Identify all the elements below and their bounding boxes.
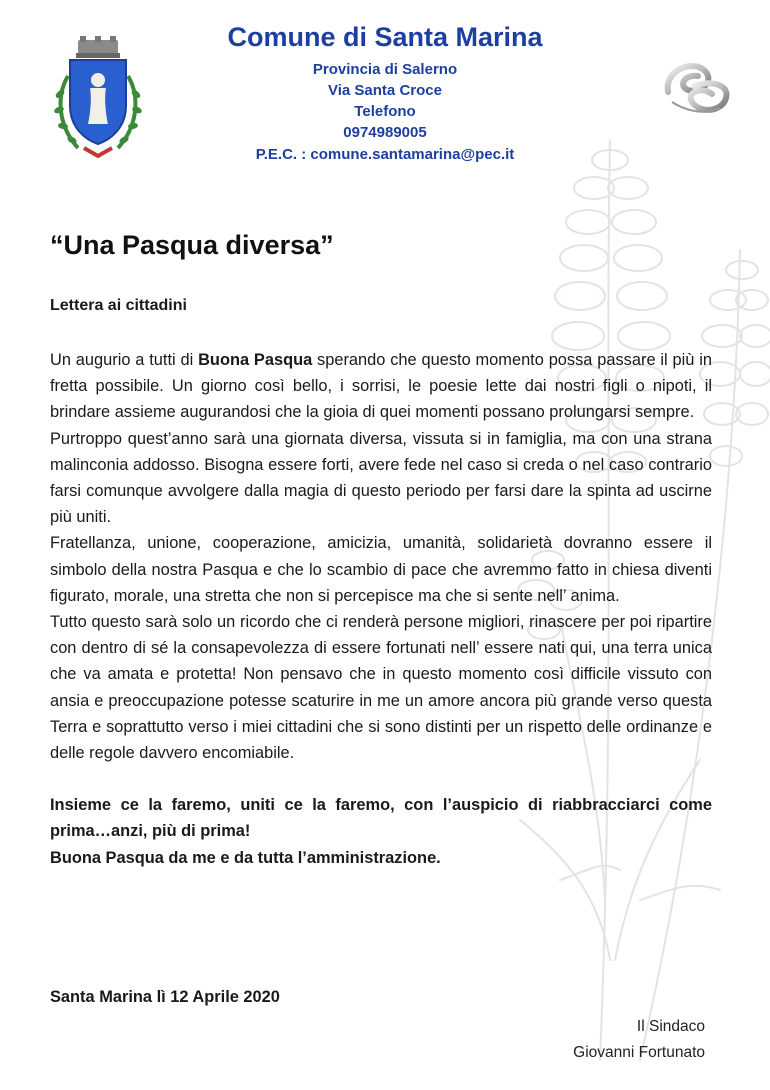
paragraph-1-intro: Un augurio a tutti di bbox=[50, 351, 199, 369]
phone-number: 0974989005 bbox=[343, 124, 427, 141]
letter-title: “Una Pasqua diversa” bbox=[50, 230, 334, 260]
signer-role: Il Sindaco bbox=[636, 1018, 705, 1035]
paragraph-4: Tutto questo sarà solo un ricordo che ci renderà persone migliori, rinascere per poi ripartire con dentro di sé la consapevolezza di essere fortunati nell’ essere nati qui, una terra unica che va amata e protetta! Non pensavo che in questo momento così difficile vissuto con ansia e preoccupazione potesse scaturire in me un amore ancora più grande verso questa Terra e soprattutto verso i miei cittadini che si sono distinti per un rispetto delle ordinanze e delle regole davvero encomiabile. bbox=[50, 613, 712, 763]
closing-line-1: Insieme ce la faremo, uniti ce la faremo, con l’auspicio di riabbracciarci come prima…anzi, più di prima! bbox=[50, 796, 712, 841]
province-line: Provincia di Salerno bbox=[312, 61, 458, 78]
letter-date: Santa Marina lì 12 Aprile 2020 bbox=[50, 988, 280, 1006]
paragraph-1-rest: sperando che questo momento possa passare il più in fretta possibile. Un giorno così bello, i sorrisi, le poesie lette dai nostri figli o nipoti, il brindare assieme augurandosi che la gioia di quei momenti possano prolungarsi sempre. bbox=[50, 351, 712, 422]
letter-paragraphs bbox=[50, 347, 712, 766]
paragraph-2: Purtroppo quest’anno sarà una giornata diversa, vissuta si in famiglia, ma con una strana malinconia addosso. Bisogna essere forti, avere fede nel caso si creda o nel caso contrario farsi comunque avvolgere dalla magia di questo periodo per farsi dare la spinta ad uscirne più uniti. bbox=[50, 429, 712, 527]
signer-name: Giovanni Fortunato bbox=[573, 1044, 705, 1061]
address-line: Via Santa Croce bbox=[328, 82, 442, 99]
paragraph-3: Fratellanza, unione, cooperazione, amicizia, umanità, solidarietà dovranno essere il simbolo della nostra Pasqua e che lo scambio di pace che avremmo fatto in chiesa diventi figurato, morale, una stretta che non si percepisce ma che si sente nell’ anima. bbox=[50, 534, 712, 605]
letterhead bbox=[0, 0, 770, 200]
letter-body bbox=[50, 230, 712, 871]
municipal-crest-icon bbox=[48, 36, 148, 164]
phone-label: Telefono bbox=[354, 103, 416, 120]
paragraph-1 bbox=[50, 347, 712, 426]
monogram-logo-icon bbox=[654, 50, 736, 124]
paragraph-1-emphasis: Buona Pasqua bbox=[198, 351, 313, 369]
pec-email: P.E.C. : comune.santamarina@pec.it bbox=[255, 146, 515, 163]
closing-line-2: Buona Pasqua da me e da tutta l’amministrazione. bbox=[50, 848, 441, 867]
closing-statement bbox=[50, 792, 712, 871]
letter-subtitle: Lettera ai cittadini bbox=[50, 297, 187, 314]
municipality-name: Comune di Santa Marina bbox=[227, 22, 543, 52]
signature-block bbox=[573, 1014, 705, 1066]
